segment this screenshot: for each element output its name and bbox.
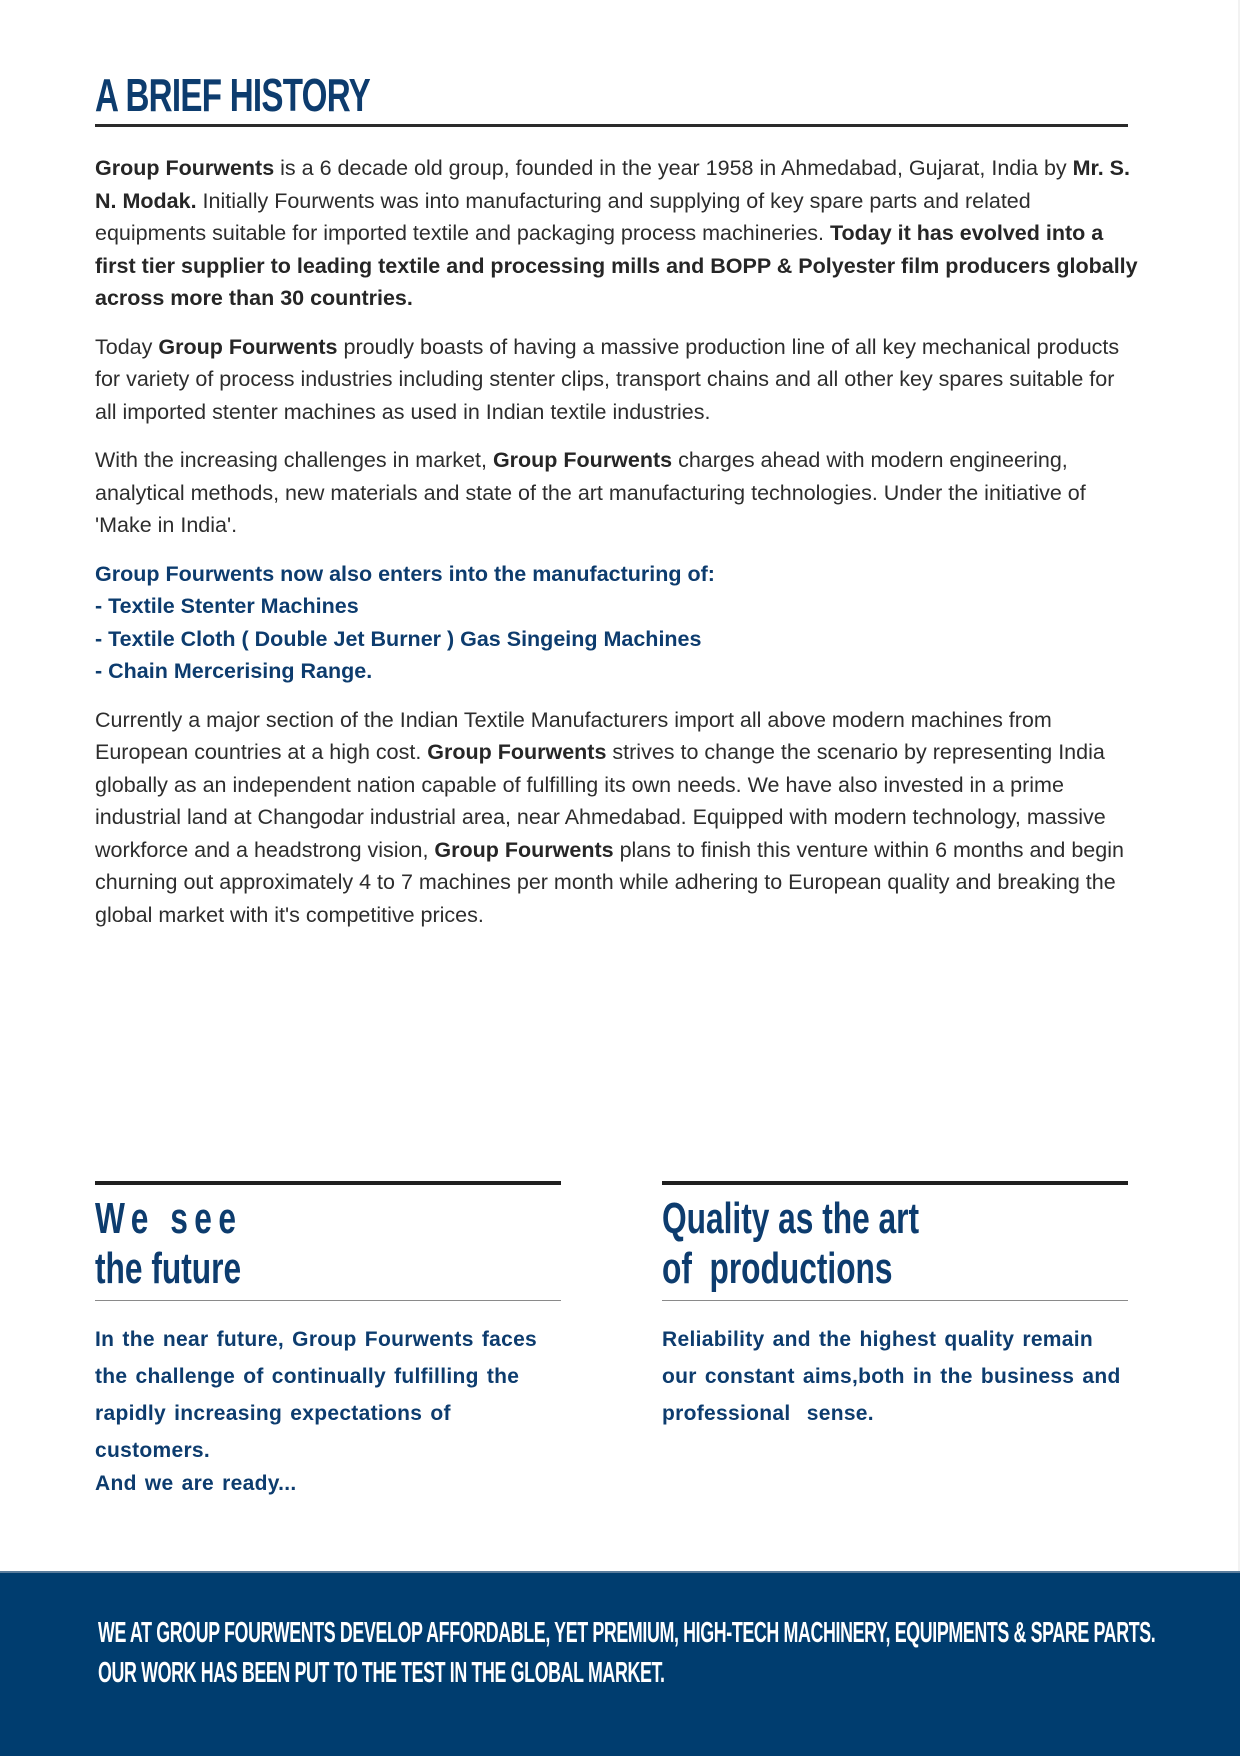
- manufacturing-item: - Textile Stenter Machines: [95, 594, 359, 618]
- history-paragraph-3: [95, 444, 1140, 542]
- quality-heading-line-1: Quality as the art: [662, 1194, 920, 1243]
- manufacturing-item: - Textile Cloth ( Double Jet Burner ) Gas Singeing Machines: [95, 626, 702, 651]
- quality-column: [662, 1181, 1128, 1432]
- history-paragraph-2: [95, 331, 1140, 429]
- manufacturing-item: - Chain Mercerising Range.: [95, 659, 373, 683]
- text-span: With the increasing challenges in market,: [95, 448, 493, 472]
- quality-body: Reliability and the highest quality remain our constant aims,both in the business and professional sense.: [662, 1328, 1129, 1425]
- company-name: Group Fourwents: [492, 448, 673, 472]
- quality-heading-line-2: of productions: [662, 1244, 893, 1293]
- column-top-rule: [662, 1181, 1128, 1185]
- future-heading-line-2: the future: [95, 1244, 242, 1293]
- text-span: plans to finish this venture within 6 months and begin churning out approximately 4 to 7 machines per month while adhering to European quality and breaking the global market with it's competitive prices.: [95, 837, 1124, 927]
- future-body-text: In the near future, Group Fourwents faces the challenge of continually fulfilling the rapidly increasing expectations of customers.: [95, 1328, 538, 1462]
- manufacturing-intro: Group Fourwents now also enters into the manufacturing of:: [95, 561, 715, 586]
- founder-name: Mr. S. N. Modak.: [95, 156, 1130, 213]
- text-span: strives to change the scenario by representing India globally as an independent nation capable of fulfilling its own needs. We have also invested in a prime industrial land at Changodar industrial area, near Ahmedabad. Equipped with modern technology, massive workforce and a headstrong vision,: [95, 740, 1106, 862]
- footer-tagline-line-1: WE AT GROUP FOURWENTS DEVELOP AFFORDABLE, YET PREMIUM, HIGH-TECH MACHINERY, EQUIPMENTS & SPARE PARTS.: [98, 1617, 1156, 1649]
- company-name: Group Fourwents: [158, 334, 338, 359]
- column-top-rule: [95, 1181, 561, 1185]
- future-heading-line-1: We see: [95, 1194, 243, 1243]
- column-bottom-rule: [662, 1300, 1128, 1301]
- text-span: Initially Fourwents was into manufacturing and supplying of key spare parts and related equipments suitable for imported textile and packaging process machineries.: [95, 188, 1031, 245]
- company-name: Group Fourwents: [427, 740, 607, 764]
- title-divider: [95, 124, 1128, 127]
- footer-tagline-line-2: OUR WORK HAS BEEN PUT TO THE TEST IN THE GLOBAL MARKET.: [98, 1657, 665, 1689]
- column-bottom-rule: [95, 1300, 561, 1301]
- footer-tagline: [98, 1613, 1155, 1693]
- text-span: Currently a major section of the Indian Textile Manufacturers import all above modern machines from European countries at a high cost.: [95, 707, 1052, 764]
- future-column: [95, 1181, 561, 1499]
- company-name: Group Fourwents: [95, 156, 275, 180]
- history-section: [95, 152, 1140, 947]
- quality-heading: [662, 1194, 1128, 1292]
- company-name: Group Fourwents: [434, 837, 614, 862]
- history-paragraph-4: [95, 704, 1140, 932]
- future-heading: [95, 1194, 561, 1292]
- manufacturing-list: [95, 558, 1140, 688]
- future-body: [95, 1321, 561, 1499]
- text-span: Today: [95, 334, 159, 359]
- history-paragraph-1: [95, 152, 1140, 315]
- future-closing-text: And we are ready...: [95, 1472, 297, 1495]
- text-span: is a 6 decade old group, founded in the year 1958 in Ahmedabad, Gujarat, India by: [274, 156, 1073, 180]
- text-span: charges ahead with modern engineering, analytical methods, new materials and state of the art manufacturing technologies. Under the initiative of 'Make in India'.: [95, 448, 1086, 537]
- footer-banner: [0, 1571, 1240, 1756]
- highlight-text: Today it has evolved into a first tier supplier to leading textile and processing mills and BOPP & Polyester film producers globally across more than 30 countries.: [95, 221, 1138, 310]
- text-span: proudly boasts of having a massive production line of all key mechanical products for variety of process industries including stenter clips, transport chains and all other key spares suitable for all imported stenter machines as used in Indian textile industries.: [95, 334, 1120, 424]
- page-title: A BRIEF HISTORY: [95, 69, 371, 121]
